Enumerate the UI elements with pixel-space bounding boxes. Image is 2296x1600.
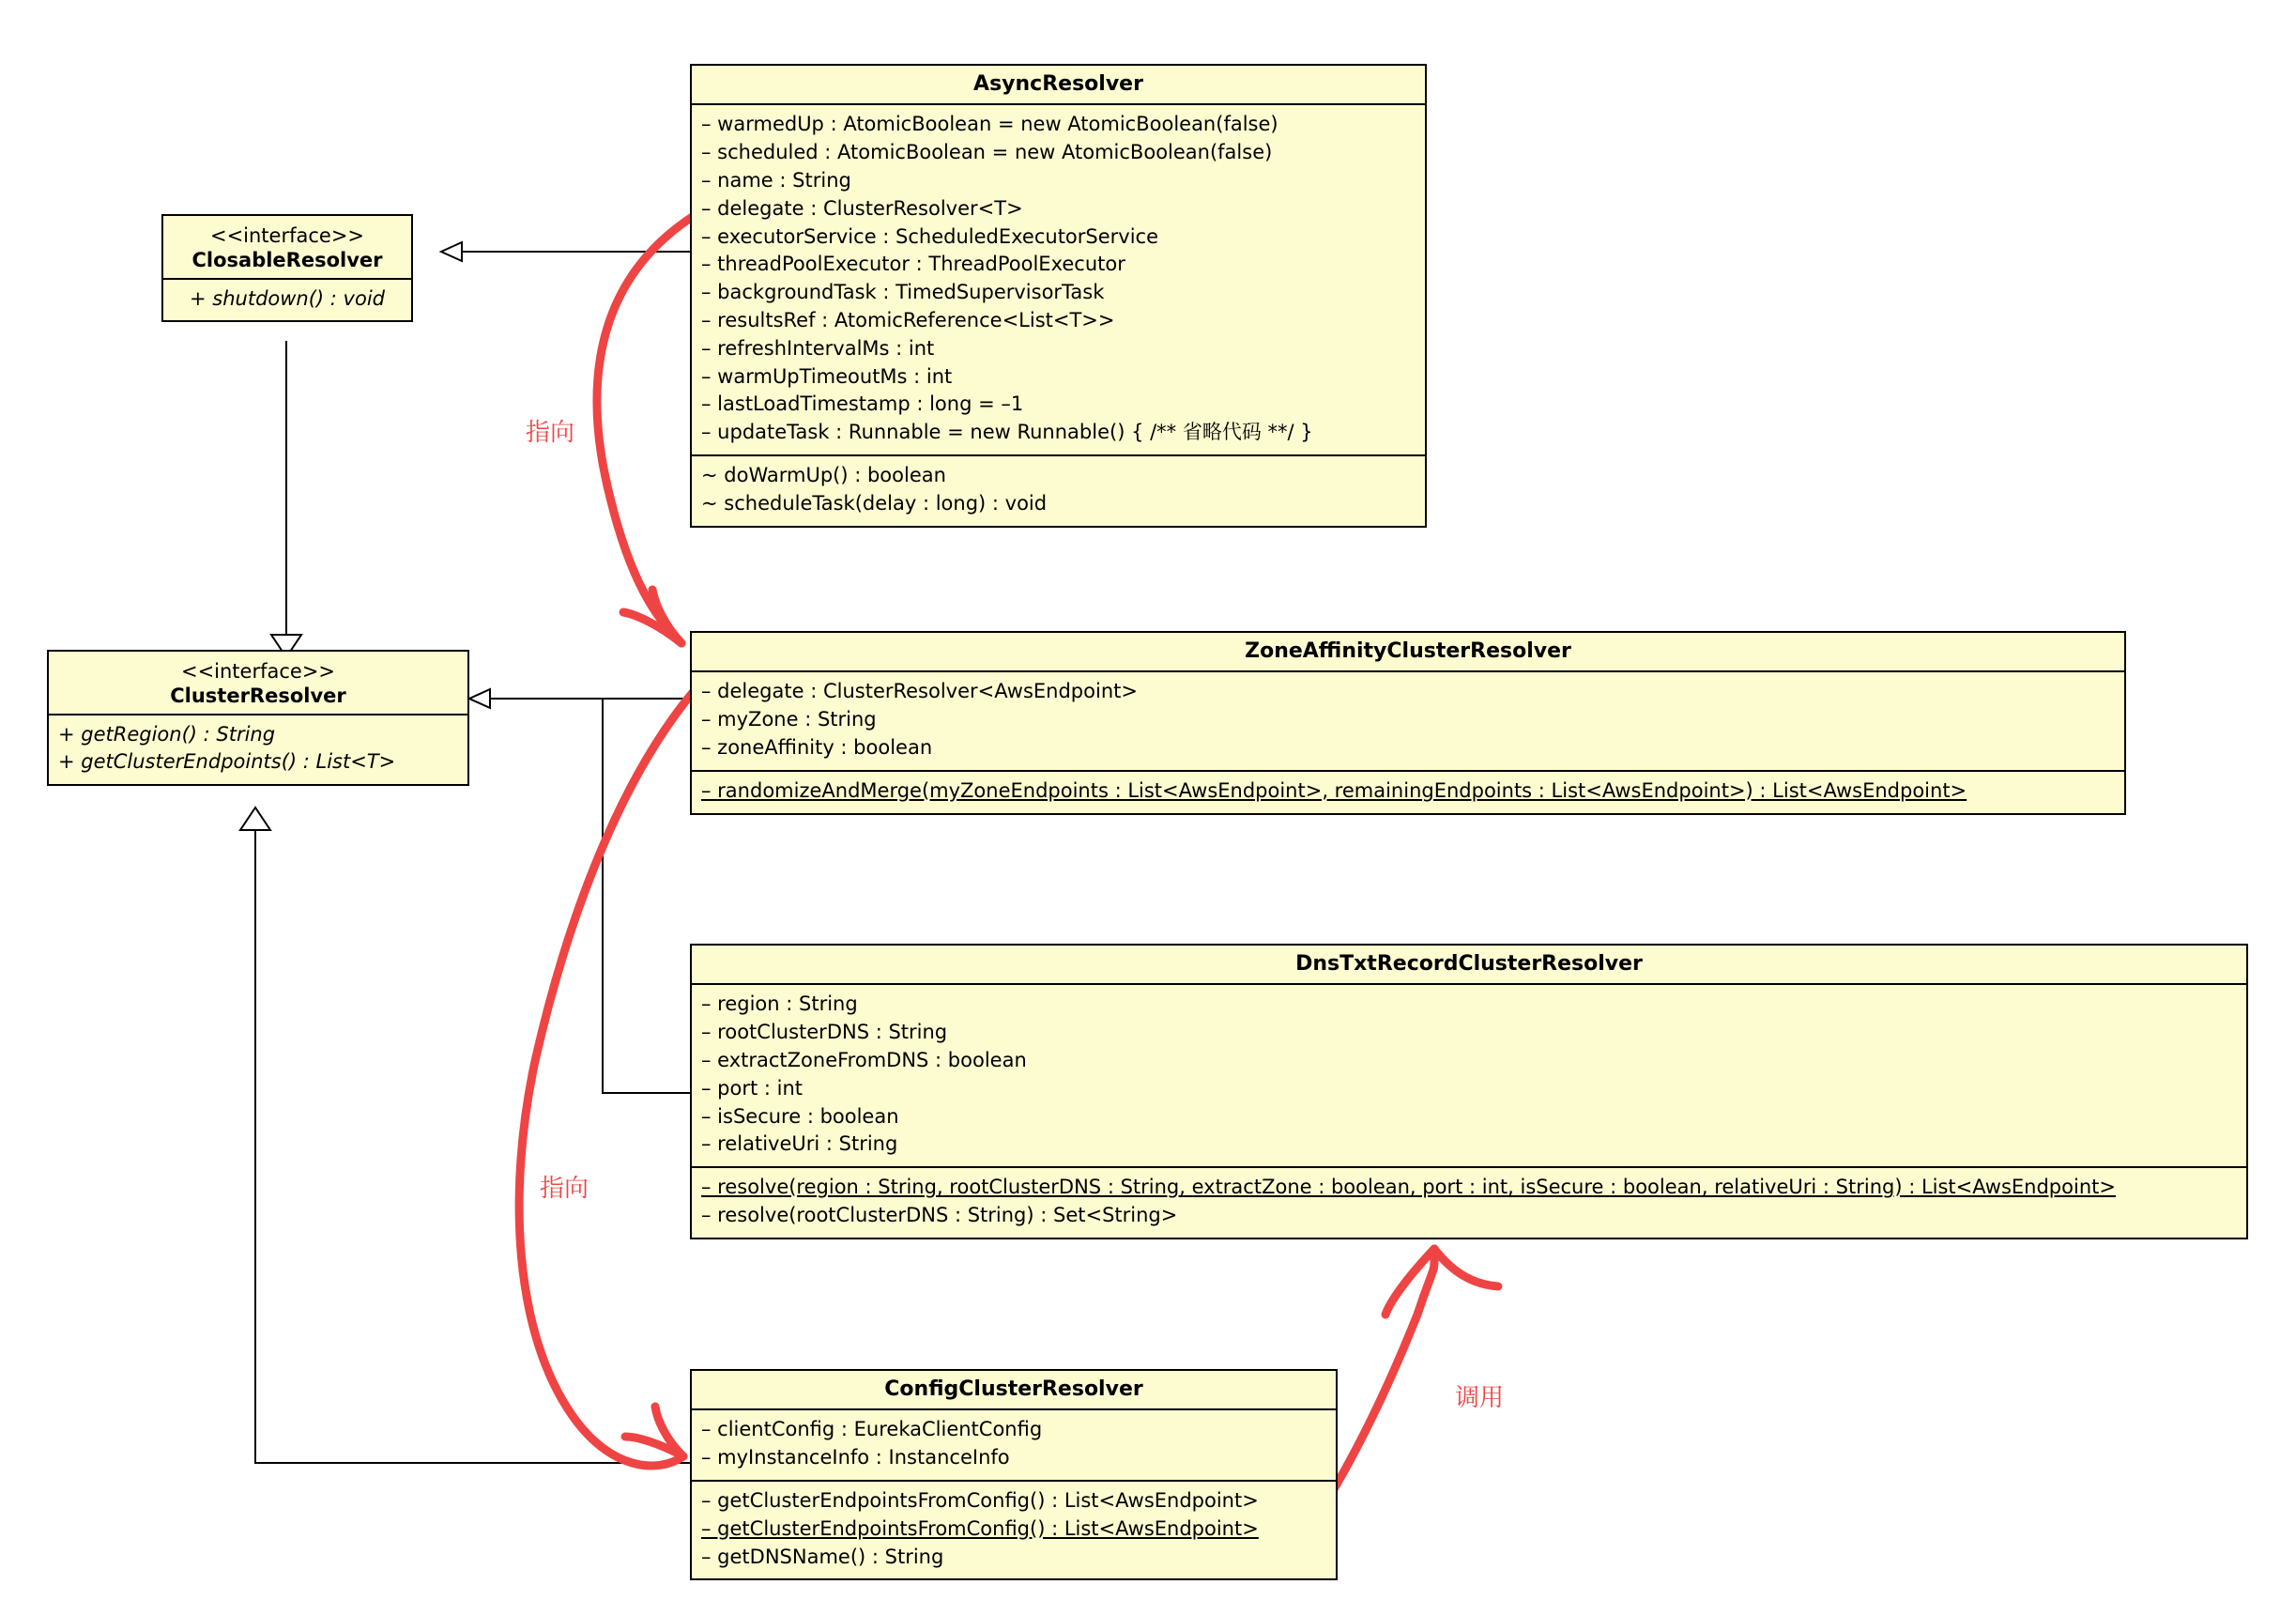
class-title: AsyncResolver <box>973 72 1143 96</box>
attribute-row: – scheduled : AtomicBoolean = new AtomicBoolean(false) <box>701 141 1273 164</box>
attribute-row: – delegate : ClusterResolver<T> <box>701 196 1023 220</box>
class-attributes <box>692 105 1425 454</box>
attribute-row: – myInstanceInfo : InstanceInfo <box>701 1446 1010 1469</box>
method-row: + shutdown() : void <box>190 286 385 310</box>
attribute-row: – clientConfig : EurekaClientConfig <box>701 1418 1043 1441</box>
attribute-row: – rootClusterDNS : String <box>701 1021 948 1044</box>
attribute-row: – region : String <box>701 992 858 1016</box>
stereotype-label: <<interface>> <box>180 660 336 683</box>
attribute-row: – myZone : String <box>701 708 877 731</box>
method-row: ~ scheduleTask(delay : long) : void <box>701 491 1048 515</box>
method-row: + getRegion() : String <box>58 722 276 746</box>
attribute-row: – port : int <box>701 1076 804 1100</box>
attribute-row: – executorService : ScheduledExecutorService <box>701 224 1159 248</box>
attribute-row: – relativeUri : String <box>701 1132 898 1156</box>
class-title: ClosableResolver <box>191 249 383 272</box>
class-methods <box>163 280 411 321</box>
attribute-row: – updateTask : Runnable = new Runnable() { /** 省略代码 **/ } <box>701 421 1313 444</box>
class-box-cluster-resolver <box>47 650 469 786</box>
class-attributes <box>692 672 2124 769</box>
class-box-zone-affinity-cluster-resolver <box>690 631 2126 815</box>
class-title: ClusterResolver <box>170 685 346 708</box>
class-methods <box>692 772 2124 813</box>
method-row: – resolve(region : String, rootClusterDNS : String, extractZone : boolean, port : int, isSecure : boolean, relativeUri : String) : List<AwsEndpoint> <box>701 1176 2116 1199</box>
class-methods <box>49 715 467 785</box>
attribute-row: – warmedUp : AtomicBoolean = new AtomicBoolean(false) <box>701 113 1278 136</box>
method-row: ~ doWarmUp() : boolean <box>701 464 946 487</box>
annotation-label-2: 指向 <box>540 1175 589 1203</box>
annotation-label-3: 调用 <box>1455 1384 1505 1412</box>
method-row: – getDNSName() : String <box>701 1545 944 1568</box>
attribute-row: – refreshIntervalMs : int <box>701 336 935 360</box>
class-methods <box>692 1168 2246 1238</box>
class-box-config-cluster-resolver <box>690 1369 1338 1580</box>
attribute-row: – warmUpTimeoutMs : int <box>701 364 953 388</box>
stereotype-label: <<interface>> <box>209 224 365 247</box>
attribute-row: – isSecure : boolean <box>701 1104 899 1128</box>
class-box-closable-resolver <box>161 214 413 322</box>
class-header <box>49 652 467 714</box>
class-box-dns-txt-record-cluster-resolver <box>690 944 2248 1239</box>
attribute-row: – threadPoolExecutor : ThreadPoolExecutor <box>701 253 1125 276</box>
class-methods <box>692 1482 1336 1578</box>
class-title: ZoneAffinityClusterResolver <box>1245 639 1571 663</box>
class-box-async-resolver <box>690 64 1427 528</box>
method-row: + getClusterEndpoints() : List<T> <box>58 750 396 774</box>
attribute-row: – zoneAffinity : boolean <box>701 735 933 759</box>
annotation-label-1: 指向 <box>526 419 575 447</box>
attribute-row: – backgroundTask : TimedSupervisorTask <box>701 281 1105 304</box>
class-title: DnsTxtRecordClusterResolver <box>1295 952 1643 976</box>
attribute-row: – name : String <box>701 168 851 192</box>
method-row: – randomizeAndMerge(myZoneEndpoints : List<AwsEndpoint>, remainingEndpoints : List<AwsEndpoint>) : List<AwsEndpoint> <box>701 778 1967 802</box>
attribute-row: – delegate : ClusterResolver<AwsEndpoint> <box>701 680 1138 703</box>
class-methods <box>692 456 1425 526</box>
attribute-row: – lastLoadTimestamp : long = –1 <box>701 392 1024 416</box>
attribute-row: – resultsRef : AtomicReference<List<T>> <box>701 308 1115 331</box>
method-row: – resolve(rootClusterDNS : String) : Set<String> <box>701 1203 1178 1226</box>
class-title: ConfigClusterResolver <box>884 1377 1143 1401</box>
attribute-row: – extractZoneFromDNS : boolean <box>701 1048 1027 1071</box>
class-attributes <box>692 1410 1336 1480</box>
class-header <box>163 216 411 278</box>
method-row: – getClusterEndpointsFromConfig() : List<AwsEndpoint> <box>701 1488 1259 1512</box>
method-row: – getClusterEndpointsFromConfig() : List<AwsEndpoint> <box>701 1516 1259 1540</box>
class-attributes <box>692 985 2246 1166</box>
